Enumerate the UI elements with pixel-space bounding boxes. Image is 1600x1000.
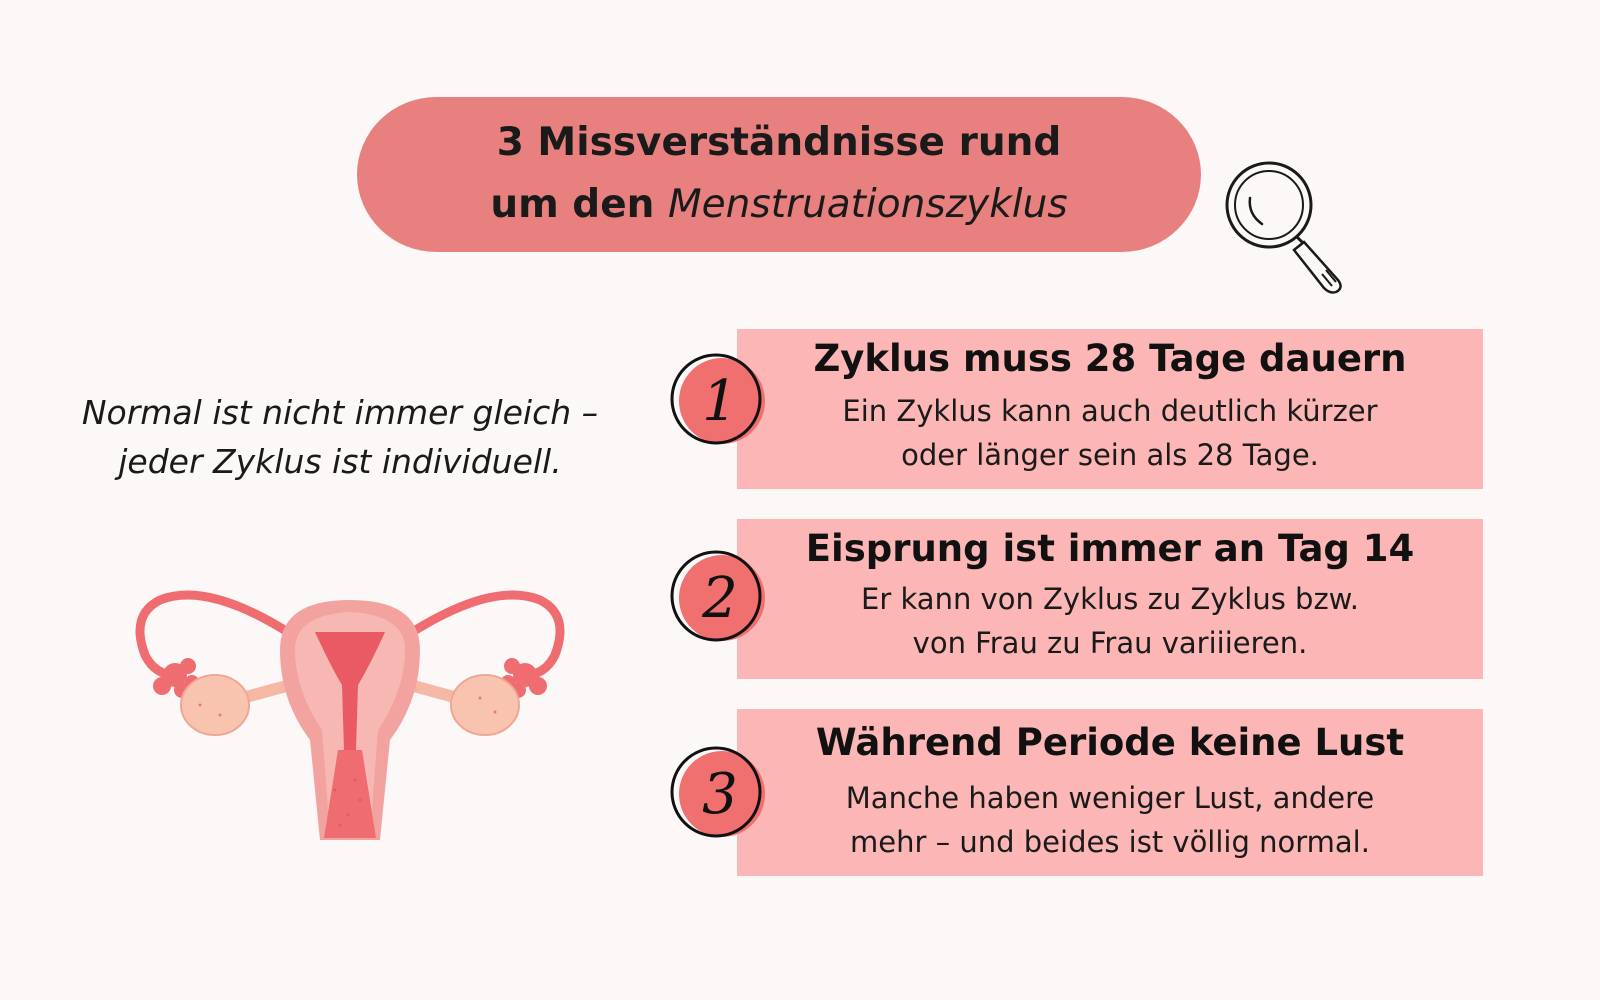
badge-number-3: 3 [702,761,738,827]
myth-body-2-line-1: Er kann von Zyklus zu Zyklus bzw. [861,582,1359,616]
title-line-1: 3 Missverständnisse rund [496,120,1062,165]
myth-title-3: Während Periode keine Lust [815,721,1405,764]
myth-body-2 [737,577,1483,665]
title-line-2-prefix: um den [490,182,669,227]
page-title [357,112,1201,236]
myth-title-1: Zyklus muss 28 Tage dauern [813,337,1407,380]
badge-number-1: 1 [702,368,738,434]
quote-text [60,388,620,486]
myth-body-2-line-2: von Frau zu Frau variiieren. [912,626,1308,660]
title-line-2 [357,174,1201,236]
number-badge-3 [668,742,772,846]
quote-line-2: jeder Zyklus ist individuell. [118,442,562,481]
myth-card-2 [737,519,1483,679]
number-badge-1 [668,349,772,453]
myth-card-3 [737,709,1483,876]
myth-body-1 [737,389,1483,477]
myth-body-3-line-1: Manche haben weniger Lust, andere [845,781,1375,815]
number-badge-2 [668,546,772,650]
quote-line-1: Normal ist nicht immer gleich – [81,393,599,432]
myth-body-3-line-2: mehr – und beides ist völlig normal. [850,825,1370,859]
badge-number-2: 2 [702,565,738,631]
title-emphasis: Menstruationszyklus [668,182,1068,227]
magnifying-glass-icon [1222,158,1352,298]
myth-body-1-line-1: Ein Zyklus kann auch deutlich kürzer [842,394,1378,428]
uterus-illustration [120,590,580,860]
myth-body-1-line-2: oder länger sein als 28 Tage. [901,438,1319,472]
myth-title-2: Eisprung ist immer an Tag 14 [805,527,1415,570]
myth-body-3 [737,776,1483,864]
myth-card-1 [737,329,1483,489]
